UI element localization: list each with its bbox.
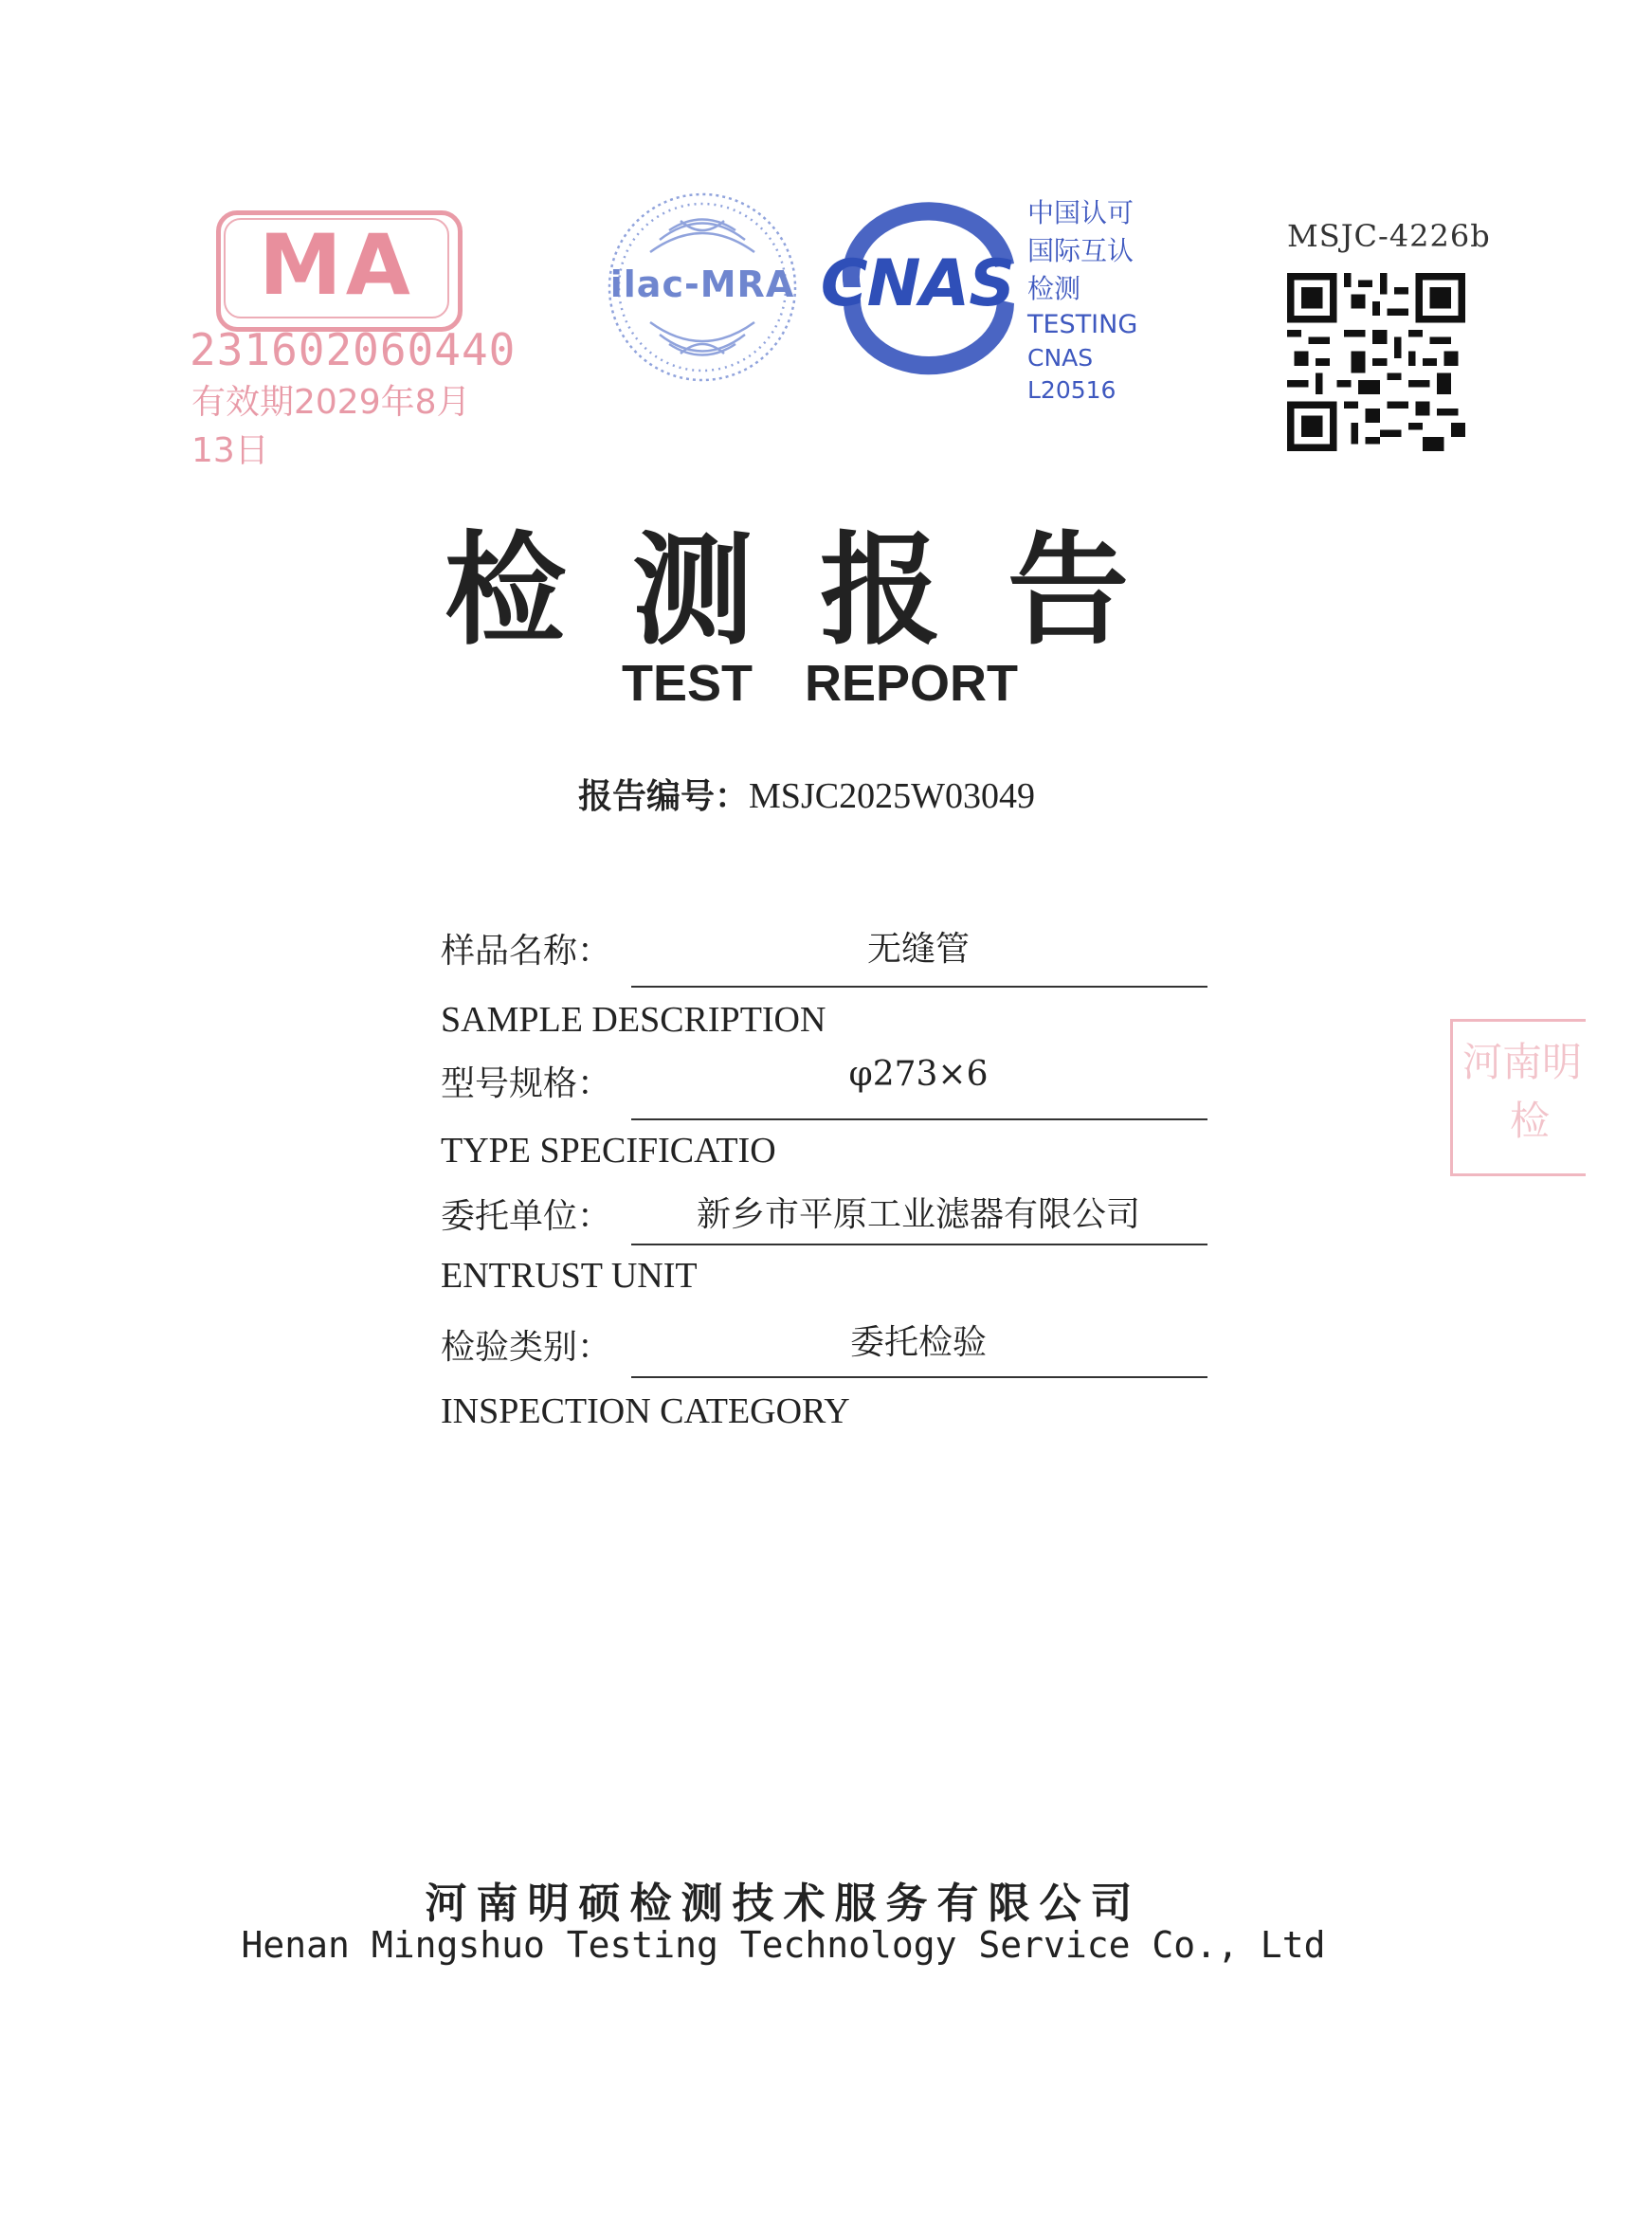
report-number-value: MSJC2025W03049 [749, 776, 1035, 816]
cnas-line-2: 国际互认 [1027, 235, 1135, 266]
edge-seal-text-1: 河南明 [1462, 1039, 1583, 1085]
report-title-en: TEST REPORT [621, 655, 1019, 712]
ilac-mra-text: ilac-MRA [609, 263, 795, 305]
document-code: MSJC-4226b [1287, 218, 1491, 254]
inspection-category-label-en: INSPECTION CATEGORY [441, 1391, 850, 1431]
ma-validity-date: 有效期2029年8月13日 [191, 383, 471, 470]
inspection-category-underline [631, 1376, 1207, 1378]
report-number-label: 报告编号： [578, 777, 750, 816]
entrust-unit-label-en: ENTRUST UNIT [441, 1256, 698, 1296]
sample-description-label: SAMPLE DESCRIPTION [441, 1000, 826, 1040]
cnas-logo-text: CNAS [820, 246, 1015, 321]
qr-code-icon [1287, 273, 1465, 451]
model-spec-underline [631, 1118, 1207, 1120]
company-name-en: Henan Mingshuo Testing Technology Service Co., Ltd [241, 1924, 1326, 1966]
ma-logo-text: MA [259, 216, 414, 314]
model-spec-value: φ273×6 [848, 1055, 989, 1094]
entrust-unit-underline [631, 1244, 1207, 1245]
model-spec-label: 型号规格： [441, 1064, 612, 1103]
sample-name-label: 样品名称： [441, 932, 612, 971]
sample-name-value: 无缝管 [866, 930, 970, 969]
cnas-accreditation-text [1027, 194, 1170, 407]
cnas-registration-number: CNAS L20516 [1027, 344, 1116, 404]
cnas-line-1: 中国认可 [1027, 197, 1135, 228]
edge-seal-text-2: 检 [1510, 1098, 1551, 1144]
edge-seal-stamp [1450, 1019, 1586, 1176]
report-number [578, 770, 1035, 818]
sample-name-underline [631, 986, 1207, 988]
inspection-category-value: 委托检验 [849, 1323, 987, 1362]
ma-certificate-number: 231602060440 [190, 324, 517, 375]
type-specification-label: TYPE SPECIFICATIO [441, 1131, 776, 1171]
ma-stamp [190, 199, 517, 470]
cnas-testing: TESTING [1027, 310, 1138, 339]
entrust-unit-value: 新乡市平原工业滤器有限公司 [696, 1195, 1140, 1234]
inspection-category-label-cn: 检验类别： [441, 1328, 612, 1367]
report-title-cn: 检测报告 [444, 519, 1195, 662]
entrust-unit-label-cn: 委托单位： [441, 1197, 612, 1236]
company-name-cn: 河南明硕检测技术服务有限公司 [425, 1880, 1142, 1928]
cnas-line-3: 检测 [1027, 273, 1081, 304]
